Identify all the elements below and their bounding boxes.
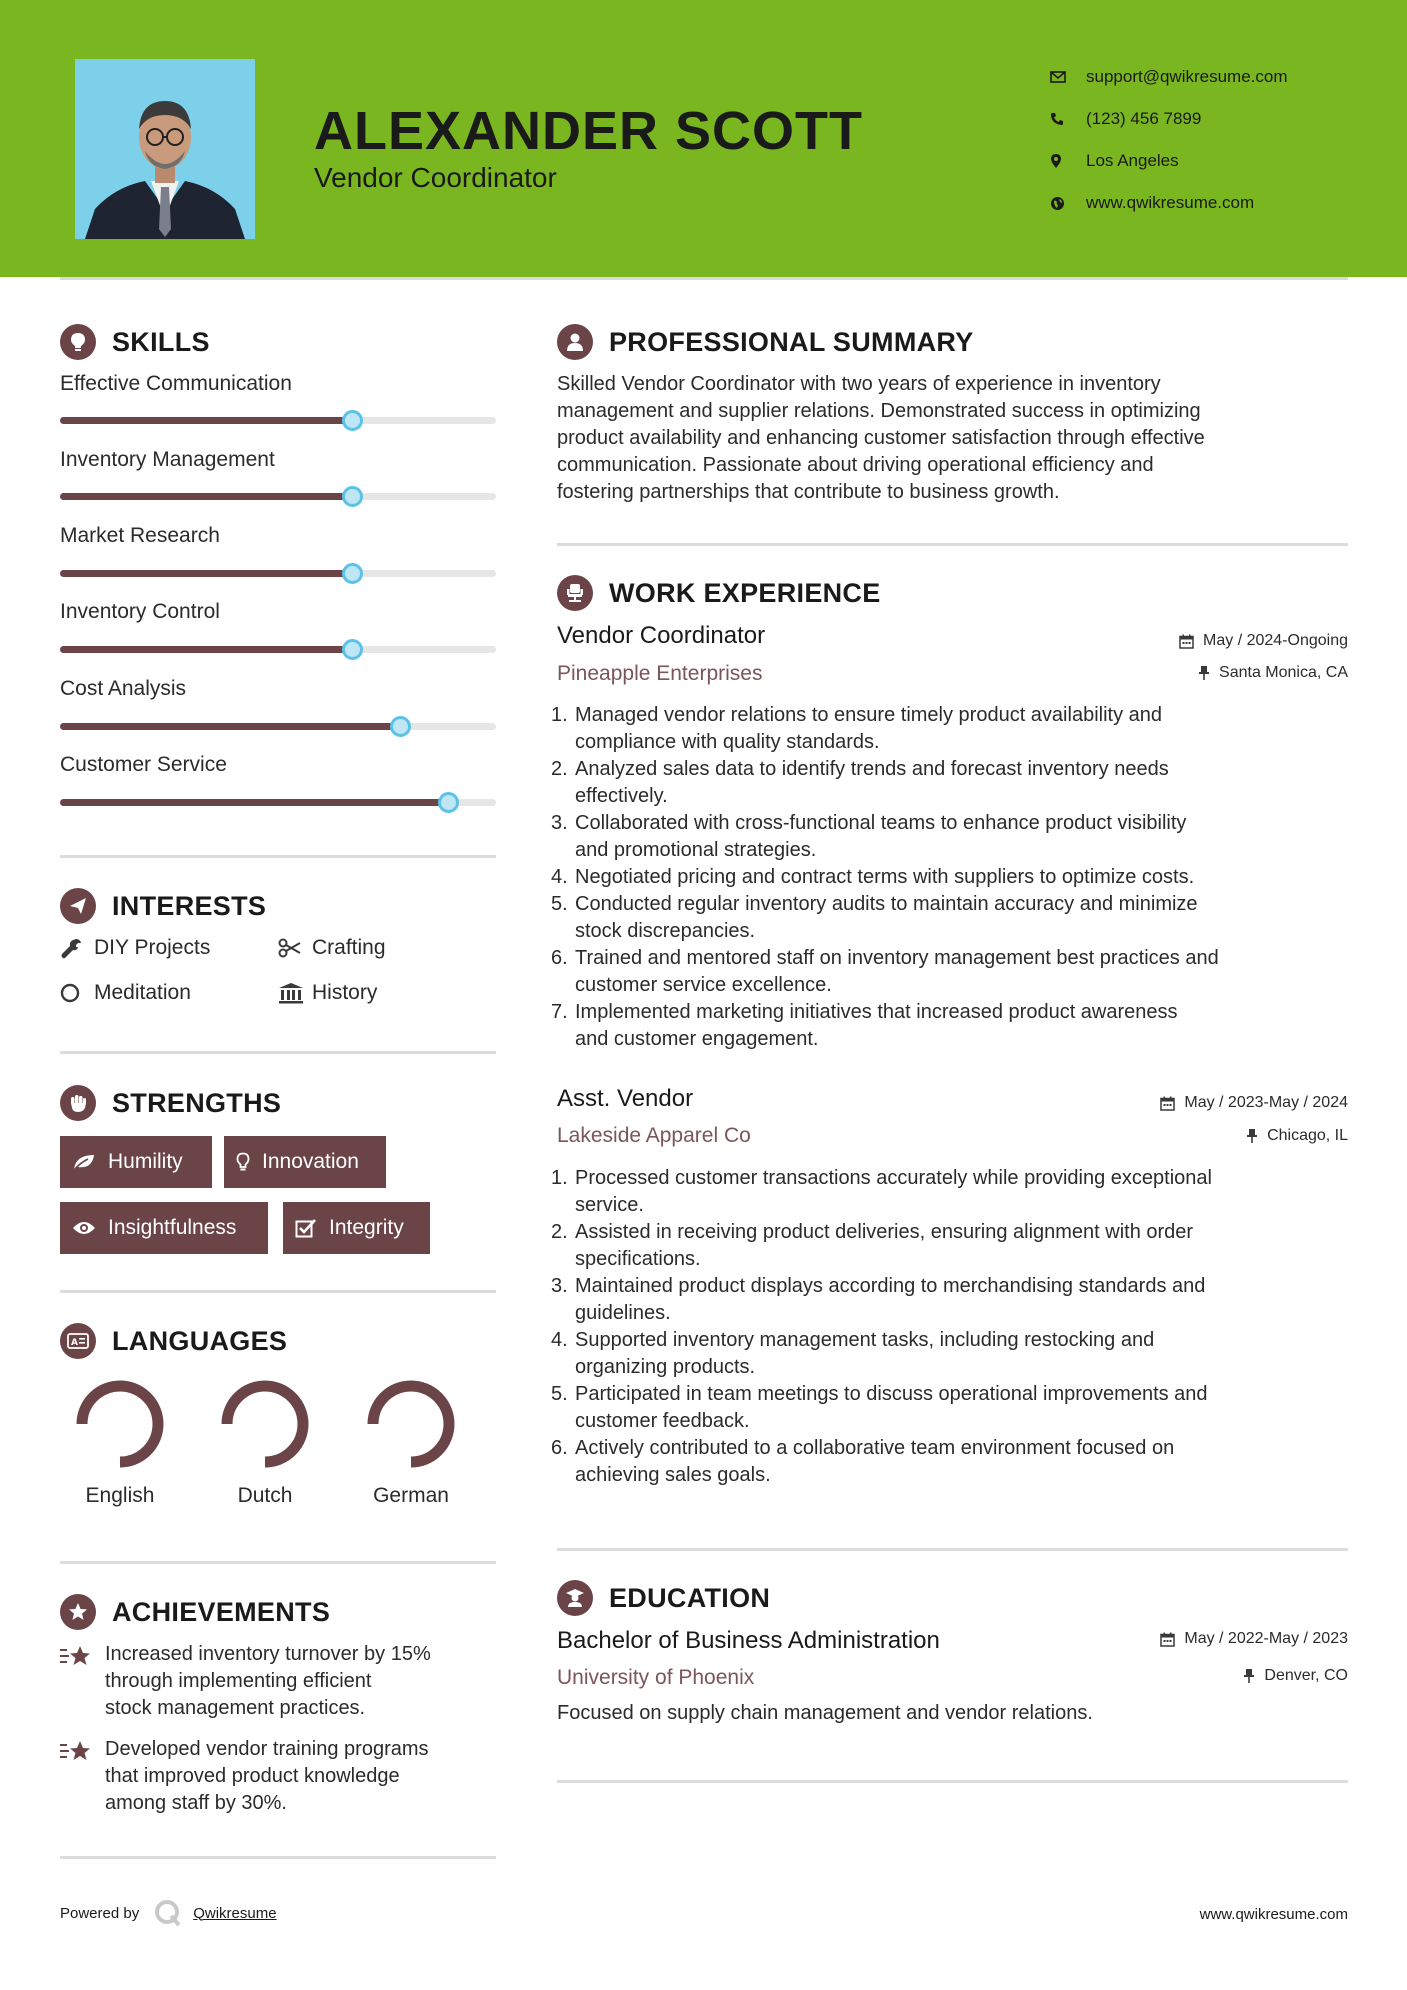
skill-bar bbox=[60, 493, 496, 500]
language-ring bbox=[365, 1378, 457, 1470]
skill-name: Inventory Management bbox=[60, 448, 275, 471]
skill-bar-knob bbox=[342, 486, 363, 507]
skill-bar bbox=[60, 799, 496, 806]
strength-badge: Humility bbox=[60, 1136, 212, 1188]
section-divider bbox=[557, 1548, 1348, 1551]
skill-name: Customer Service bbox=[60, 753, 227, 776]
pushpin-icon bbox=[1243, 1668, 1255, 1684]
achievement-item: Increased inventory turnover by 15% through implementing efficient stock management practices. bbox=[60, 1641, 500, 1722]
strength-badge: Integrity bbox=[283, 1202, 430, 1254]
calendar-icon bbox=[1160, 1632, 1175, 1647]
skill-bar-fill bbox=[60, 493, 352, 500]
job-bullet: 4. Negotiated pricing and contract terms with suppliers to optimize costs. bbox=[551, 866, 1195, 888]
candidate-title: Vendor Coordinator bbox=[314, 162, 557, 193]
skill-bar-fill bbox=[60, 799, 448, 806]
strength-badge: Innovation bbox=[224, 1136, 386, 1188]
contact-phone-text: (123) 456 7899 bbox=[1086, 109, 1202, 128]
scissors-icon bbox=[278, 938, 312, 958]
skill-bar-knob bbox=[438, 792, 459, 813]
skill-bar bbox=[60, 417, 496, 424]
profile-photo bbox=[75, 59, 255, 239]
footer-url[interactable]: www.qwikresume.com bbox=[1199, 1906, 1348, 1923]
skill-bar-fill bbox=[60, 417, 352, 424]
job-location: Chicago, IL bbox=[1246, 1127, 1348, 1145]
contact-list bbox=[1050, 56, 1288, 224]
chair-icon bbox=[557, 575, 593, 611]
job-role: Vendor Coordinator bbox=[557, 622, 766, 649]
language-item: Dutch bbox=[205, 1378, 325, 1508]
education-heading: EDUCATION bbox=[557, 1580, 770, 1616]
job-bullet: 3. Maintained product displays according to merchandising standards and guidelines. bbox=[551, 1275, 1206, 1324]
language-item: English bbox=[60, 1378, 180, 1508]
languages-heading: A LANGUAGES bbox=[60, 1323, 287, 1359]
qwikresume-link[interactable]: Qwikresume bbox=[193, 1904, 277, 1922]
section-divider bbox=[60, 1856, 496, 1859]
lightbulb-icon bbox=[60, 324, 96, 360]
interest-item: Crafting bbox=[278, 936, 386, 960]
lightbulb-icon bbox=[236, 1152, 250, 1172]
job-bullet: 5. Participated in team meetings to discuss operational improvements and customer feedback. bbox=[551, 1383, 1208, 1432]
wrench-icon bbox=[60, 937, 94, 959]
footer-powered-by: Powered by Qwikresume bbox=[60, 1898, 277, 1928]
language-ring bbox=[74, 1378, 166, 1470]
contact-location-text: Los Angeles bbox=[1086, 151, 1179, 170]
contact-location bbox=[1050, 140, 1288, 182]
job-dates: May / 2023-May / 2024 bbox=[1160, 1094, 1348, 1112]
svg-text:A: A bbox=[71, 1338, 79, 1348]
contact-email[interactable] bbox=[1050, 56, 1288, 98]
contact-email-text: support@qwikresume.com bbox=[1086, 67, 1288, 86]
experience-heading: WORK EXPERIENCE bbox=[557, 575, 881, 611]
star-list-icon bbox=[60, 1736, 105, 1817]
skill-bar bbox=[60, 570, 496, 577]
achievement-item: Developed vendor training programs that improved product knowledge among staff by 30%. bbox=[60, 1736, 500, 1817]
skill-name: Cost Analysis bbox=[60, 677, 187, 700]
job-bullet: 1. Processed customer transactions accurately while providing exceptional service. bbox=[551, 1167, 1212, 1216]
contact-website[interactable] bbox=[1050, 182, 1288, 224]
leaf-icon bbox=[72, 1153, 96, 1171]
skill-name: Market Research bbox=[60, 524, 220, 547]
checkbox-icon bbox=[295, 1218, 317, 1238]
map-pin-icon bbox=[1050, 153, 1086, 169]
pushpin-icon bbox=[1198, 665, 1210, 681]
phone-icon bbox=[1050, 112, 1086, 126]
id-card-icon bbox=[60, 1323, 96, 1359]
skill-bar-fill bbox=[60, 723, 400, 730]
calendar-icon bbox=[1179, 634, 1194, 649]
interests-heading: INTERESTS bbox=[60, 888, 266, 924]
education-dates: May / 2022-May / 2023 bbox=[1160, 1630, 1348, 1648]
section-divider bbox=[60, 1290, 496, 1293]
education-degree: Bachelor of Business Administration bbox=[557, 1627, 940, 1654]
pushpin-icon bbox=[1246, 1128, 1258, 1144]
job-bullet: 2. Analyzed sales data to identify trends and forecast inventory needs effectively. bbox=[551, 758, 1169, 807]
education-school: University of Phoenix bbox=[557, 1666, 755, 1689]
interest-item: History bbox=[278, 981, 377, 1005]
skill-bar bbox=[60, 723, 496, 730]
strengths-heading: STRENGTHS bbox=[60, 1085, 281, 1121]
job-company: Pineapple Enterprises bbox=[557, 662, 763, 685]
contact-website-text: www.qwikresume.com bbox=[1086, 193, 1255, 212]
job-bullet: 1. Managed vendor relations to ensure timely product availability and compliance with quality standards. bbox=[551, 704, 1163, 753]
star-list-icon bbox=[60, 1641, 105, 1722]
skill-name: Inventory Control bbox=[60, 600, 220, 623]
job-bullets bbox=[551, 1165, 1351, 1489]
paper-plane-icon bbox=[60, 888, 96, 924]
circle-icon bbox=[60, 983, 94, 1003]
job-bullets bbox=[551, 702, 1351, 1053]
section-divider bbox=[557, 543, 1348, 546]
job-company: Lakeside Apparel Co bbox=[557, 1124, 751, 1147]
skills-heading: SKILLS bbox=[60, 324, 210, 360]
skill-bar-knob bbox=[390, 716, 411, 737]
eye-icon bbox=[72, 1220, 96, 1236]
contact-phone[interactable] bbox=[1050, 98, 1288, 140]
skill-bar bbox=[60, 646, 496, 653]
header-divider bbox=[60, 277, 1348, 280]
education-description: Focused on supply chain management and vendor relations. bbox=[557, 1702, 1093, 1724]
star-icon bbox=[60, 1594, 96, 1630]
achievements-heading: ACHIEVEMENTS bbox=[60, 1594, 330, 1630]
skill-bar-knob bbox=[342, 563, 363, 584]
interest-item: DIY Projects bbox=[60, 936, 210, 960]
graduate-icon bbox=[557, 1580, 593, 1616]
bank-icon bbox=[278, 982, 312, 1004]
skill-name: Effective Communication bbox=[60, 372, 292, 395]
education-location: Denver, CO bbox=[1243, 1667, 1348, 1685]
job-role: Asst. Vendor bbox=[557, 1085, 694, 1112]
skill-bar-fill bbox=[60, 570, 352, 577]
job-bullet: 6. Trained and mentored staff on inventory management best practices and customer service excellence. bbox=[551, 947, 1219, 996]
job-dates: May / 2024-Ongoing bbox=[1179, 632, 1348, 650]
section-divider bbox=[557, 1780, 1348, 1783]
job-bullet: 3. Collaborated with cross-functional teams to enhance product visibility and promotional strategies. bbox=[551, 812, 1187, 861]
skill-bar-knob bbox=[342, 639, 363, 660]
section-divider bbox=[60, 1561, 496, 1564]
user-icon bbox=[557, 324, 593, 360]
fist-icon bbox=[60, 1085, 96, 1121]
interest-item: Meditation bbox=[60, 981, 191, 1005]
strength-badge: Insightfulness bbox=[60, 1202, 268, 1254]
candidate-name: ALEXANDER SCOTT bbox=[314, 101, 864, 161]
summary-heading: PROFESSIONAL SUMMARY bbox=[557, 324, 974, 360]
skill-bar-fill bbox=[60, 646, 352, 653]
job-location: Santa Monica, CA bbox=[1198, 664, 1348, 682]
language-ring bbox=[219, 1378, 311, 1470]
summary-text: Skilled Vendor Coordinator with two years of experience in inventory management and supplier relations. Demonstrated success in optimizing product availability and enhancing customer satisfaction through effective communication. Passionate about driving operational efficiency and fostering partnerships that contribute to business growth. bbox=[557, 373, 1205, 503]
job-bullet: 7. Implemented marketing initiatives that increased product awareness and customer engagement. bbox=[551, 1001, 1178, 1050]
calendar-icon bbox=[1160, 1096, 1175, 1111]
job-bullet: 4. Supported inventory management tasks, including restocking and organizing products. bbox=[551, 1329, 1155, 1378]
skill-bar-knob bbox=[342, 410, 363, 431]
globe-icon bbox=[1050, 196, 1086, 211]
job-bullet: 2. Assisted in receiving product deliveries, ensuring alignment with order specifications. bbox=[551, 1221, 1194, 1270]
language-item: German bbox=[351, 1378, 471, 1508]
resume-header bbox=[0, 0, 1407, 277]
section-divider bbox=[60, 855, 496, 858]
job-bullet: 6. Actively contributed to a collaborative team environment focused on achieving sales goals. bbox=[551, 1437, 1175, 1486]
qwikresume-logo-icon bbox=[153, 1898, 183, 1928]
job-bullet: 5. Conducted regular inventory audits to maintain accuracy and minimize stock discrepancies. bbox=[551, 893, 1198, 942]
section-divider bbox=[60, 1051, 496, 1054]
envelope-icon bbox=[1050, 71, 1086, 83]
